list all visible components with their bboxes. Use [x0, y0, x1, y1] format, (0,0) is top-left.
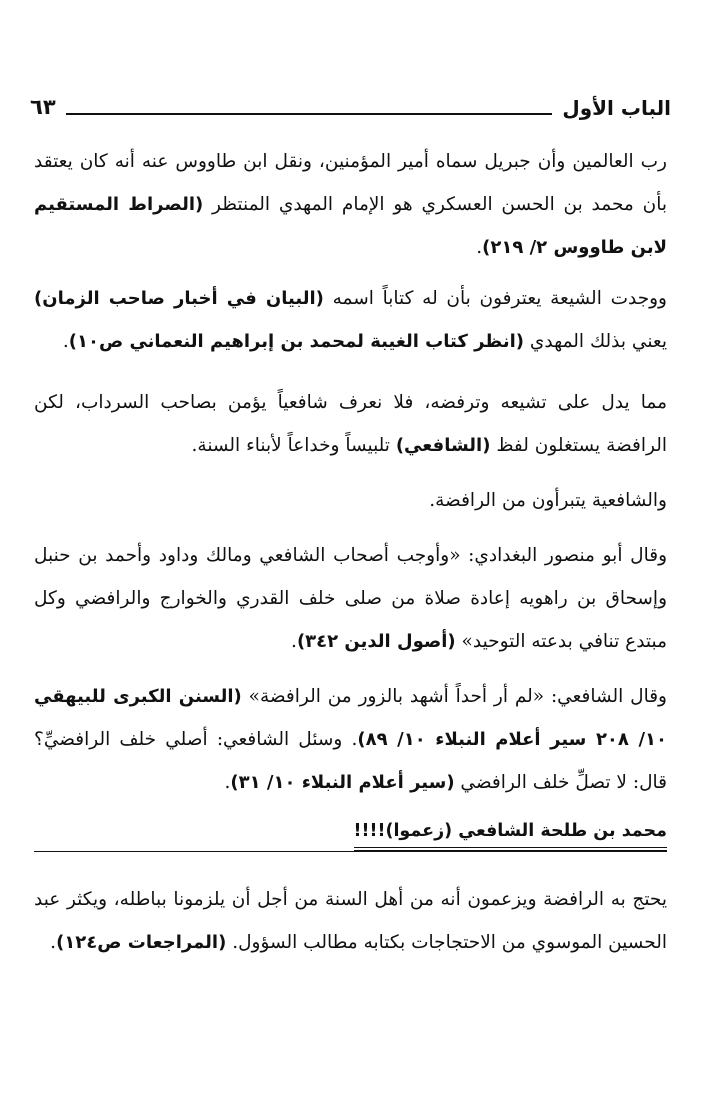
paragraph-text: ووجدت الشيعة يعترفون بأن له كتاباً اسمه: [323, 288, 667, 309]
paragraph-text: مما يدل على تشيعه وترفضه، فلا نعرف شافعياً يؤمن بصاحب السرداب، لكن الرافضة يستغلون لفظ: [34, 392, 667, 456]
paragraph-text: يعني بذلك المهدي: [524, 331, 667, 352]
paragraph-gap: [34, 522, 667, 534]
citation: (أصول الدين ٣٤٢): [296, 631, 456, 652]
paragraph-gap: [34, 363, 667, 381]
paragraph-text: والشافعية يتبرأون من الرافضة.: [429, 490, 667, 511]
paragraph: [34, 675, 667, 804]
citation: (انظر كتاب الغيبة لمحمد بن إبراهيم النعماني ص١٠): [68, 331, 524, 352]
citation: (المراجعات ص١٢٤): [56, 932, 227, 953]
paragraph-text: رب العالمين وأن جبريل سماه أمير المؤمنين، ونقل ابن طاووس عنه أنه كان يعتقد بأن محمد بن الحسن العسكري هو الإمام المهدي المنتظر: [34, 151, 667, 215]
citation: (السنن الكبرى للبيهقي ١٠/ ٢٠٨ سير أعلام النبلاء ١٠/ ٨٩): [34, 686, 668, 750]
paragraph-text: .: [50, 932, 57, 953]
paragraph-text: تلبيساً وخداعاً لأبناء السنة.: [191, 435, 396, 456]
paragraph: [34, 479, 667, 522]
page-number: ٦٣: [30, 95, 56, 119]
chapter-title: الباب الأول: [562, 96, 671, 120]
paragraph-gap: [34, 467, 667, 479]
citation: (البيان في أخبار صاحب الزمان): [34, 288, 324, 309]
paragraph: [34, 140, 667, 269]
citation: (الصراط المستقيم لابن طاووس ٢/ ٢١٩): [34, 194, 667, 258]
section-heading: محمد بن طلحة الشافعي (زعموا)!!!!: [354, 818, 667, 851]
paragraph-gap: [34, 663, 667, 675]
citation: (الشافعي): [395, 435, 491, 456]
paragraph-text: .: [291, 631, 297, 652]
section-divider: [34, 851, 667, 852]
paragraph-text: .: [224, 772, 231, 793]
page-body: [34, 140, 667, 964]
paragraph-text: وقال الشافعي: «لم أر أحداً أشهد بالزور من الرافضة»: [241, 686, 667, 707]
paragraph-text: يحتج به الرافضة ويزعمون أنه من أهل السنة من أجل أن يلزمونا بباطله، ويكثر عبد الحسين الموسوي من الاحتجاجات بكتابه مطالب السؤول.: [34, 889, 667, 953]
paragraph: [34, 534, 667, 663]
paragraph: [34, 381, 667, 467]
paragraph-text: وقال أبو منصور البغدادي: «وأوجب أصحاب الشافعي ومالك وداود وأحمد بن حنبل وإسحاق بن راهويه إعادة صلاة من صلى خلف القدري والخوارج والرافضي وكل مبتدع تنافي بدعته التوحيد»: [34, 545, 667, 652]
paragraph: [34, 878, 667, 964]
paragraph-gap: [34, 269, 667, 277]
running-header: [30, 88, 671, 118]
header-rule: [66, 113, 553, 115]
paragraph: [34, 277, 667, 363]
citation: (سير أعلام النبلاء ١٠/ ٣١): [230, 772, 455, 793]
paragraph-text: . وسئل الشافعي: أصلي خلف الرافضيِّ؟ قال: لا تصلِّ خلف الرافضي: [34, 729, 667, 793]
paragraph-text: .: [62, 331, 69, 352]
paragraph-text: .: [476, 237, 483, 258]
